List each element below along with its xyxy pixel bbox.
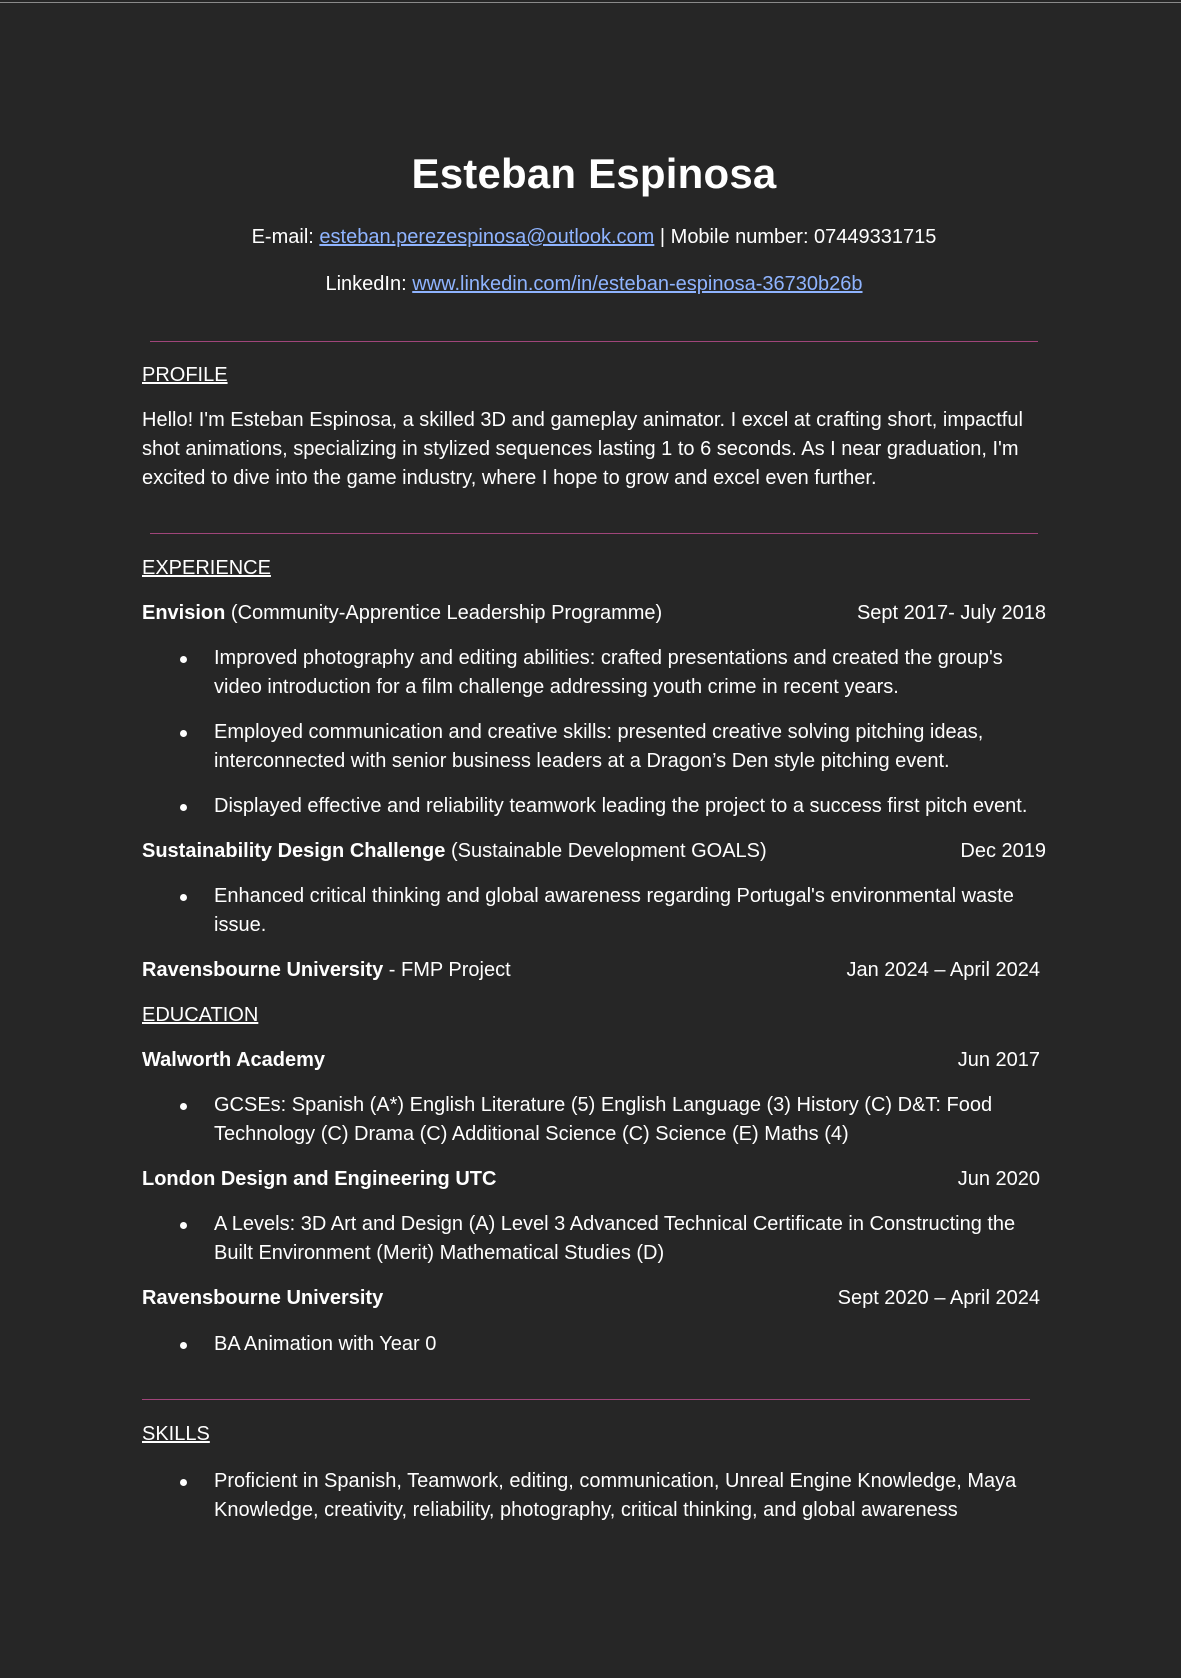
experience-heading: EXPERIENCE bbox=[142, 557, 271, 579]
entry-detail: (Community-Apprentice Leadership Programme) bbox=[225, 602, 663, 624]
list-item: Proficient in Spanish, Teamwork, editing, communication, Unreal Engine Knowledge, Maya Knowledge, creativity, reliability, photography, critical thinking, and global awareness bbox=[214, 1467, 1044, 1525]
linkedin-label: LinkedIn: bbox=[325, 273, 413, 295]
linkedin-link[interactable]: www.linkedin.com/in/esteban-espinosa-36730b26b bbox=[412, 273, 863, 295]
education-entry-ravensbourne bbox=[142, 1287, 1040, 1310]
email-link[interactable]: esteban.perezespinosa@outlook.com bbox=[319, 226, 655, 248]
entry-date: Jan 2024 – April 2024 bbox=[846, 959, 1040, 981]
entry-date: Dec 2019 bbox=[960, 840, 1046, 862]
list-item: A Levels: 3D Art and Design (A) Level 3 Advanced Technical Certificate in Constructing the Built Environment (Merit) Mathematical Studies (D) bbox=[214, 1210, 1044, 1268]
window-top-border bbox=[0, 2, 1181, 3]
education-entry-utc bbox=[142, 1168, 1040, 1191]
education-entry-walworth bbox=[142, 1049, 1040, 1072]
list-item: Enhanced critical thinking and global awareness regarding Portugal's environmental waste issue. bbox=[214, 882, 1044, 940]
divider bbox=[150, 341, 1038, 342]
entry-detail: - FMP Project bbox=[383, 959, 511, 981]
experience-entry-envision bbox=[142, 602, 1046, 625]
linkedin-line bbox=[142, 273, 1046, 296]
entry-date: Sept 2017- July 2018 bbox=[856, 602, 1046, 624]
list-item: Employed communication and creative skills: presented creative solving pitching ideas, interconnected with senior business leaders at a Dragon’s Den style pitching event. bbox=[214, 718, 1044, 776]
list-item: Displayed effective and reliability teamwork leading the project to a success first pitch event. bbox=[214, 792, 1044, 821]
candidate-name: Esteban Espinosa bbox=[411, 150, 777, 197]
education-heading: EDUCATION bbox=[142, 1004, 259, 1026]
email-label: E-mail: bbox=[251, 226, 320, 248]
entry-org: Walworth Academy bbox=[142, 1049, 325, 1071]
divider bbox=[142, 1399, 1030, 1400]
entry-detail: (Sustainable Development GOALS) bbox=[445, 840, 767, 862]
entry-org: Ravensbourne University bbox=[142, 1287, 384, 1309]
entry-org: London Design and Engineering UTC bbox=[142, 1168, 497, 1190]
mobile-number: | Mobile number: 07449331715 bbox=[654, 226, 937, 248]
list-item: GCSEs: Spanish (A*) English Literature (5) English Language (3) History (C) D&T: Food Technology (C) Drama (C) Additional Science (C) Science (E) Maths (4) bbox=[214, 1091, 1044, 1149]
entry-org: Ravensbourne University bbox=[142, 959, 384, 981]
profile-text: Hello! I'm Esteban Espinosa, a skilled 3D and gameplay animator. I excel at crafting short, impactful shot animations, specializing in stylized sequences lasting 1 to 6 seconds. As I near graduation, I'm excited to dive into the game industry, where I hope to grow and excel even further. bbox=[142, 409, 1023, 489]
list-item: BA Animation with Year 0 bbox=[214, 1330, 1044, 1359]
contact-line bbox=[142, 226, 1046, 249]
entry-org: Sustainability Design Challenge bbox=[142, 840, 446, 862]
entry-date: Jun 2017 bbox=[957, 1049, 1040, 1071]
entry-date: Jun 2020 bbox=[957, 1168, 1040, 1190]
list-item: Improved photography and editing abilities: crafted presentations and created the group's video introduction for a film challenge addressing youth crime in recent years. bbox=[214, 644, 1044, 702]
skills-heading: SKILLS bbox=[142, 1423, 210, 1445]
divider bbox=[150, 533, 1038, 534]
profile-heading: PROFILE bbox=[142, 364, 228, 386]
experience-entry-sustainability bbox=[142, 840, 1046, 863]
entry-date: Sept 2020 – April 2024 bbox=[837, 1287, 1040, 1309]
experience-entry-ravensbourne bbox=[142, 959, 1040, 982]
entry-org: Envision bbox=[142, 602, 226, 624]
